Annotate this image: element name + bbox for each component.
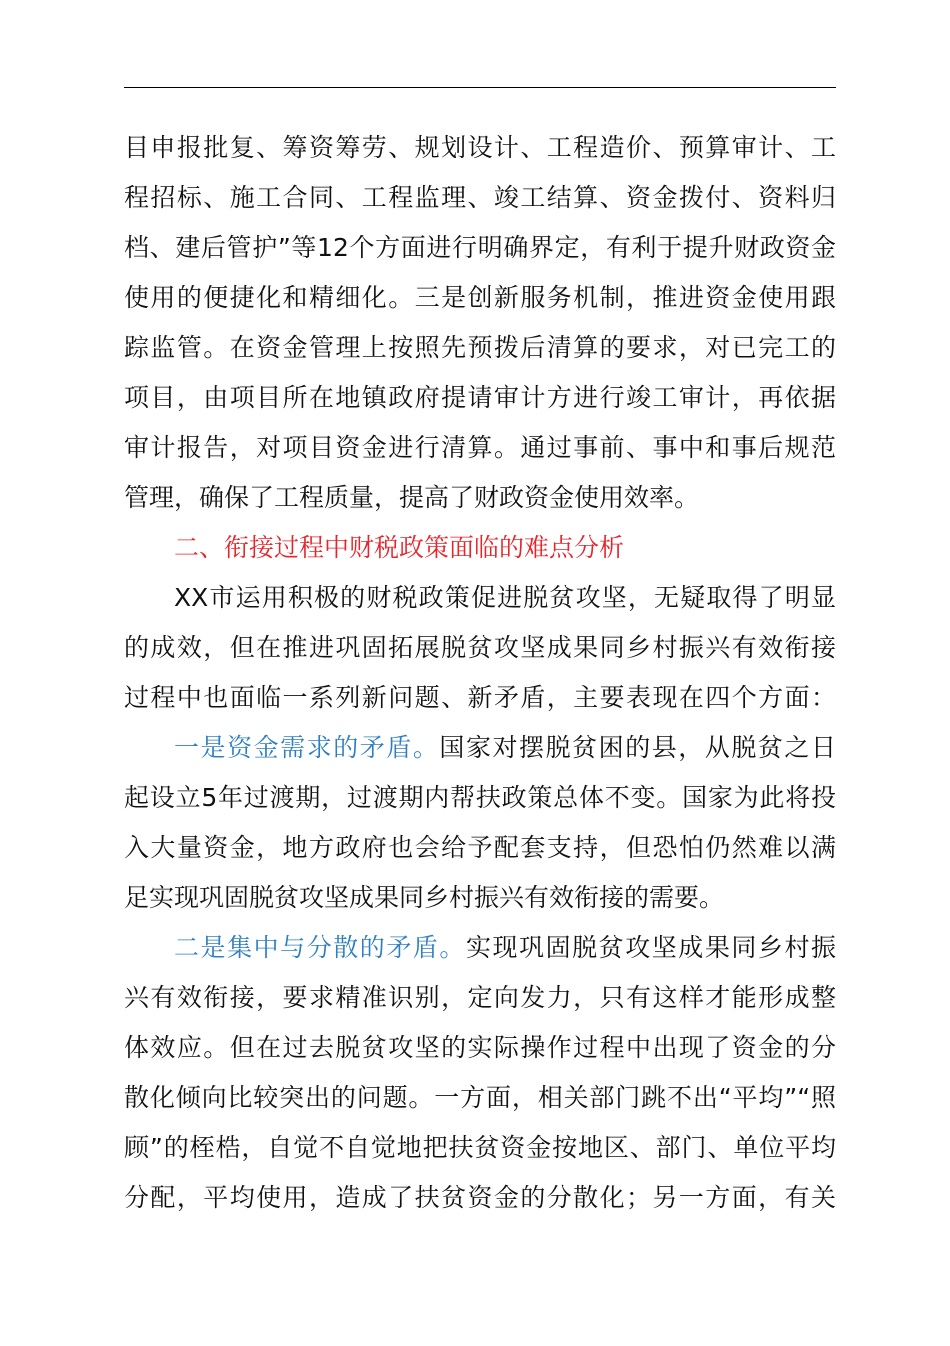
text-line: 项目，由项目所在地镇政府提请审计方进行竣工审计，再依据: [124, 383, 836, 412]
text-line: 档、建后管护”等12个方面进行明确界定，有利于提升财政资金: [124, 233, 836, 262]
header-rule: [124, 87, 836, 88]
text-line: 分配，平均使用，造成了扶贫资金的分散化；另一方面，有关: [124, 1183, 836, 1212]
paragraph-2: [124, 573, 836, 723]
text-line: 踪监管。在资金管理上按照先预拨后清算的要求，对已完工的: [124, 333, 836, 362]
text-line: 目申报批复、筹资筹劳、规划设计、工程造价、预算审计、工: [124, 133, 836, 162]
text-line: 的成效，但在推进巩固拓展脱贫攻坚成果同乡村振兴有效衔接: [124, 633, 836, 662]
lead-in-phrase: 一是资金需求的矛盾。: [174, 733, 440, 762]
text-line: 管理，确保了工程质量，提高了财政资金使用效率。: [124, 483, 700, 512]
paragraph-3: [124, 723, 836, 923]
text-line: 程招标、施工合同、工程监理、竣工结算、资金拨付、资料归: [124, 183, 836, 212]
text-line: 足实现巩固脱贫攻坚成果同乡村振兴有效衔接的需要。: [124, 883, 725, 912]
text-line: 审计报告，对项目资金进行清算。通过事前、事中和事后规范: [124, 433, 836, 462]
lead-line-rest: 国家对摆脱贫困的县，从脱贫之日: [439, 733, 836, 762]
text-line: 散化倾向比较突出的问题。一方面，相关部门跳不出“平均”“照: [124, 1083, 836, 1112]
lead-line-rest: 实现巩固脱贫攻坚成果同乡村振: [465, 933, 836, 962]
document-body: [124, 123, 836, 1223]
paragraph-4: [124, 923, 836, 1223]
text-line: 使用的便捷化和精细化。三是创新服务机制，推进资金使用跟: [124, 283, 836, 312]
text-line: 起设立5年过渡期，过渡期内帮扶政策总体不变。国家为此将投: [124, 783, 836, 812]
text-line: 兴有效衔接，要求精准识别，定向发力，只有这样才能形成整: [124, 983, 836, 1012]
text-line: XX市运用积极的财税政策促进脱贫攻坚，无疑取得了明显: [174, 583, 836, 612]
paragraph-1: [124, 123, 836, 523]
lead-in-phrase: 二是集中与分散的矛盾。: [174, 933, 466, 962]
text-line-lead: [124, 723, 836, 773]
text-line: 过程中也面临一系列新问题、新矛盾，主要表现在四个方面：: [124, 683, 836, 712]
text-line: 入大量资金，地方政府也会给予配套支持，但恐怕仍然难以满: [124, 833, 836, 862]
text-line-lead: [124, 923, 836, 973]
text-line: 体效应。但在过去脱贫攻坚的实际操作过程中出现了资金的分: [124, 1033, 836, 1062]
text-line: 顾”的桎梏，自觉不自觉地把扶贫资金按地区、部门、单位平均: [124, 1133, 836, 1162]
section-heading: 二、衔接过程中财税政策面临的难点分析: [174, 533, 625, 562]
